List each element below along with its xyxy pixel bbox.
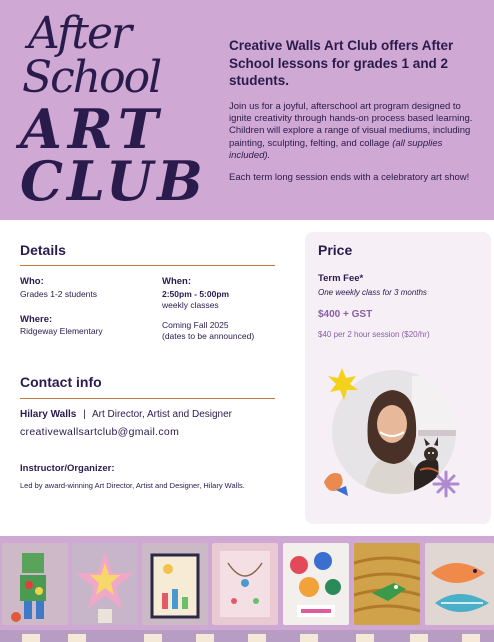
title-art: ART [20, 97, 165, 161]
gallery-image-ornaments [283, 543, 349, 625]
fee-amount: $400 + GST [318, 309, 373, 320]
intro-closing: Each term long session ends with a celebratory art show! [229, 172, 470, 183]
star-collage-icon [72, 543, 138, 625]
contact-line [20, 409, 232, 421]
robot-sculpture-icon [2, 543, 68, 625]
instructor-label: Instructor/Organizer: [20, 463, 115, 474]
contact-divider [20, 398, 275, 399]
who-value: Grades 1-2 students [20, 289, 98, 299]
intro-body [229, 101, 479, 162]
details-heading: Details [20, 242, 66, 258]
border-square [196, 634, 214, 642]
fee-per-session: $40 per 2 hour session ($20/hr) [318, 330, 430, 339]
gallery-image-jewelry [212, 543, 278, 625]
border-square [248, 634, 266, 642]
lantern-box-icon [142, 543, 208, 625]
where-value: Ridgeway Elementary [20, 326, 103, 336]
portrait-illustration [322, 366, 462, 506]
border-square [68, 634, 86, 642]
border-square [22, 634, 40, 642]
border-square [144, 634, 162, 642]
title-school: School [22, 52, 161, 103]
when-time: 2:50pm - 5:00pm [162, 289, 230, 299]
gallery-image-lantern [142, 543, 208, 625]
felt-ornaments-icon [283, 543, 349, 625]
gallery-image-robot [2, 543, 68, 625]
gallery-image-weaving [354, 543, 420, 625]
fee-label: Term Fee* [318, 273, 364, 284]
fee-note: One weekly class for 3 months [318, 288, 427, 297]
yarn-weaving-icon [354, 543, 420, 625]
when-label: When: [162, 276, 192, 287]
gallery-image-fish [425, 543, 494, 625]
paper-fish-icon [425, 543, 494, 625]
intro-body-italic: (all supplies included). [229, 137, 443, 161]
border-square [410, 634, 428, 642]
contact-heading: Contact info [20, 374, 102, 390]
jewelry-craft-icon [212, 543, 278, 625]
instructor-photo [322, 366, 462, 506]
when-term-note: (dates to be announced) [162, 331, 255, 341]
instructor-description: Led by award-winning Art Director, Artist and Designer, Hilary Walls. [20, 481, 245, 490]
where-label: Where: [20, 314, 53, 325]
when-frequency: weekly classes [162, 300, 219, 310]
contact-separator: | [83, 409, 86, 420]
intro-body-text: Join us for a joyful, afterschool art program designed to ignite creativity through hands-on process based learning. Children will explore a range of visual mediums, including painting, sculpting, felting, and collage [229, 101, 473, 149]
border-square [356, 634, 374, 642]
gallery-image-star [72, 543, 138, 625]
border-square [462, 634, 480, 642]
when-term: Coming Fall 2025 [162, 320, 229, 330]
details-divider [20, 265, 275, 266]
contact-email[interactable]: creativewallsartclub@gmail.com [20, 426, 180, 438]
border-square [300, 634, 318, 642]
title-club: CLUB [20, 149, 207, 213]
title-after: After [28, 8, 131, 59]
price-heading: Price [318, 242, 353, 258]
contact-name: Hilary Walls [20, 409, 77, 420]
intro-heading: Creative Walls Art Club offers After School lessons for grades 1 and 2 students. [229, 38, 454, 88]
contact-role: Art Director, Artist and Designer [91, 409, 233, 420]
who-label: Who: [20, 276, 44, 287]
